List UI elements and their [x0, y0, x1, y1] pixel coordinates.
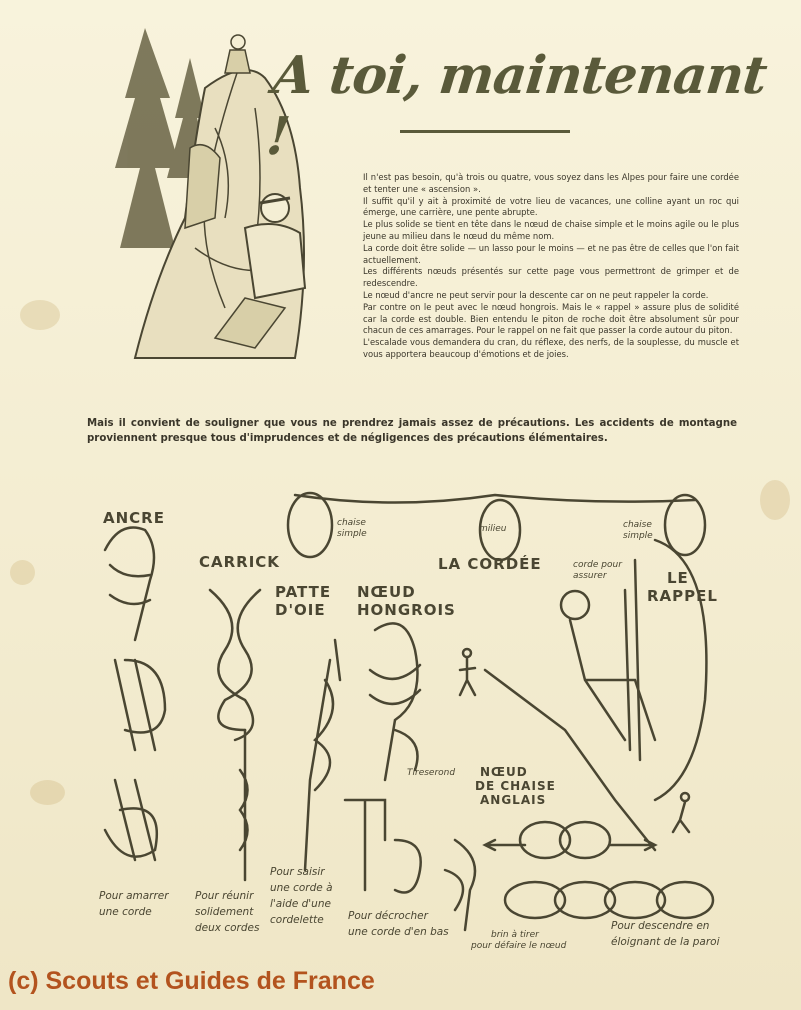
paper-stain: [30, 780, 65, 805]
label-hongrois-line2: HONGROIS: [357, 601, 456, 619]
caption-carrick-1: Pour réunir: [195, 890, 254, 902]
caption-rappel-2: éloignant de la paroi: [611, 936, 720, 948]
intro-paragraph: Les différents nœuds présentés sur cette page vous permettront de grimper et de redescendre.: [363, 266, 739, 289]
label-ancre: ANCRE: [103, 509, 165, 527]
intro-text: [363, 172, 739, 361]
title-underline: [400, 130, 570, 133]
caption-patte-1: Pour saisir: [270, 866, 325, 878]
caption-hongrois-1: Pour décrocher: [348, 910, 428, 922]
page-title: A toi, maintenant !: [263, 45, 770, 167]
annotation-chaise-left-2: simple: [337, 529, 367, 539]
caption-hongrois-2: une corde d'en bas: [348, 926, 449, 938]
paper-stain: [20, 300, 60, 330]
caption-ancre-1: Pour amarrer: [99, 890, 169, 902]
intro-paragraph: L'escalade vous demandera du cran, du réflexe, des nerfs, de la souplesse, du muscle et vous apportera beaucoup d'émotions et de joies.: [363, 337, 739, 359]
annotation-chaise-right-1: chaise: [623, 520, 652, 530]
caption-rappel-1: Pour descendre en: [611, 920, 710, 932]
intro-paragraph: Par contre on le peut avec le nœud hongrois. Mais le « rappel » assure plus de solidité car la corde est double. Bien entendu le piton de roche doit être absolument sûr pour chacun de ces amarrages. Pour le rappel on ne fait que passer la corde autour du piton.: [363, 301, 739, 336]
knots-drawing: [95, 480, 755, 960]
paper-stain: [760, 480, 790, 520]
warning-text: Mais il convient de souligner que vous ne prendrez jamais assez de précautions. Les accidents de montagne proviennent presque tous d'imprudences et de négligences des précautions élémentaires.: [87, 418, 737, 444]
knots-diagram: [95, 480, 755, 960]
label-rappel-line1: LE: [667, 569, 689, 587]
paper-stain: [10, 560, 35, 585]
caption-patte-3: l'aide d'une: [270, 898, 331, 910]
label-patte-line1: PATTE: [275, 583, 332, 601]
annotation-tireserond: Tireserond: [407, 768, 456, 778]
label-carrick: CARRICK: [199, 553, 280, 571]
caption-ancre-2: une corde: [99, 906, 152, 918]
label-chaise-anglais-line1: NŒUD: [480, 765, 528, 779]
label-patte-line2: D'OIE: [275, 601, 326, 619]
intro-paragraph: Il n'est pas besoin, qu'à trois ou quatre, vous soyez dans les Alpes pour faire une cordée et tenter une « ascension ».: [363, 172, 739, 194]
annotation-corde-2: assurer: [573, 571, 607, 581]
label-cordee: LA CORDÉE: [438, 555, 542, 573]
annotation-chaise-left-1: chaise: [337, 518, 366, 528]
caption-patte-2: une corde à: [270, 882, 333, 894]
intro-paragraph: Le plus solide se tient en tête dans le nœud de chaise simple et le moins agile ou le plus jeune au milieu dans le nœud du même nom.: [363, 219, 739, 241]
label-hongrois-line1: NŒUD: [357, 583, 416, 601]
intro-paragraph: La corde doit être solide — un lasso pour le moins — et ne pas être de celles que l'on fait actuellement.: [363, 242, 739, 265]
intro-paragraph: Le nœud d'ancre ne peut servir pour la descente car on ne peut rappeler la corde.: [363, 289, 709, 300]
caption-patte-4: cordelette: [270, 914, 324, 926]
label-rappel-line2: RAPPEL: [647, 587, 718, 605]
annotation-corde-1: corde pour: [573, 560, 622, 570]
annotation-milieu: milieu: [479, 524, 507, 534]
annotation-brin-1: brin à tirer: [491, 930, 539, 940]
annotation-brin-2: pour défaire le nœud: [471, 941, 567, 951]
label-chaise-anglais-line3: ANGLAIS: [480, 793, 547, 807]
caption-carrick-2: solidement: [195, 906, 254, 918]
label-chaise-anglais-line2: DE CHAISE: [475, 779, 556, 793]
caption-carrick-3: deux cordes: [195, 922, 260, 934]
copyright-credit: (c) Scouts et Guides de France: [8, 967, 375, 995]
intro-paragraph: Il suffit qu'il y ait à proximité de votre lieu de vacances, une colline ayant un roc qui émerge, une carrière, une pente abrupte.: [363, 195, 739, 218]
annotation-chaise-right-2: simple: [623, 531, 653, 541]
